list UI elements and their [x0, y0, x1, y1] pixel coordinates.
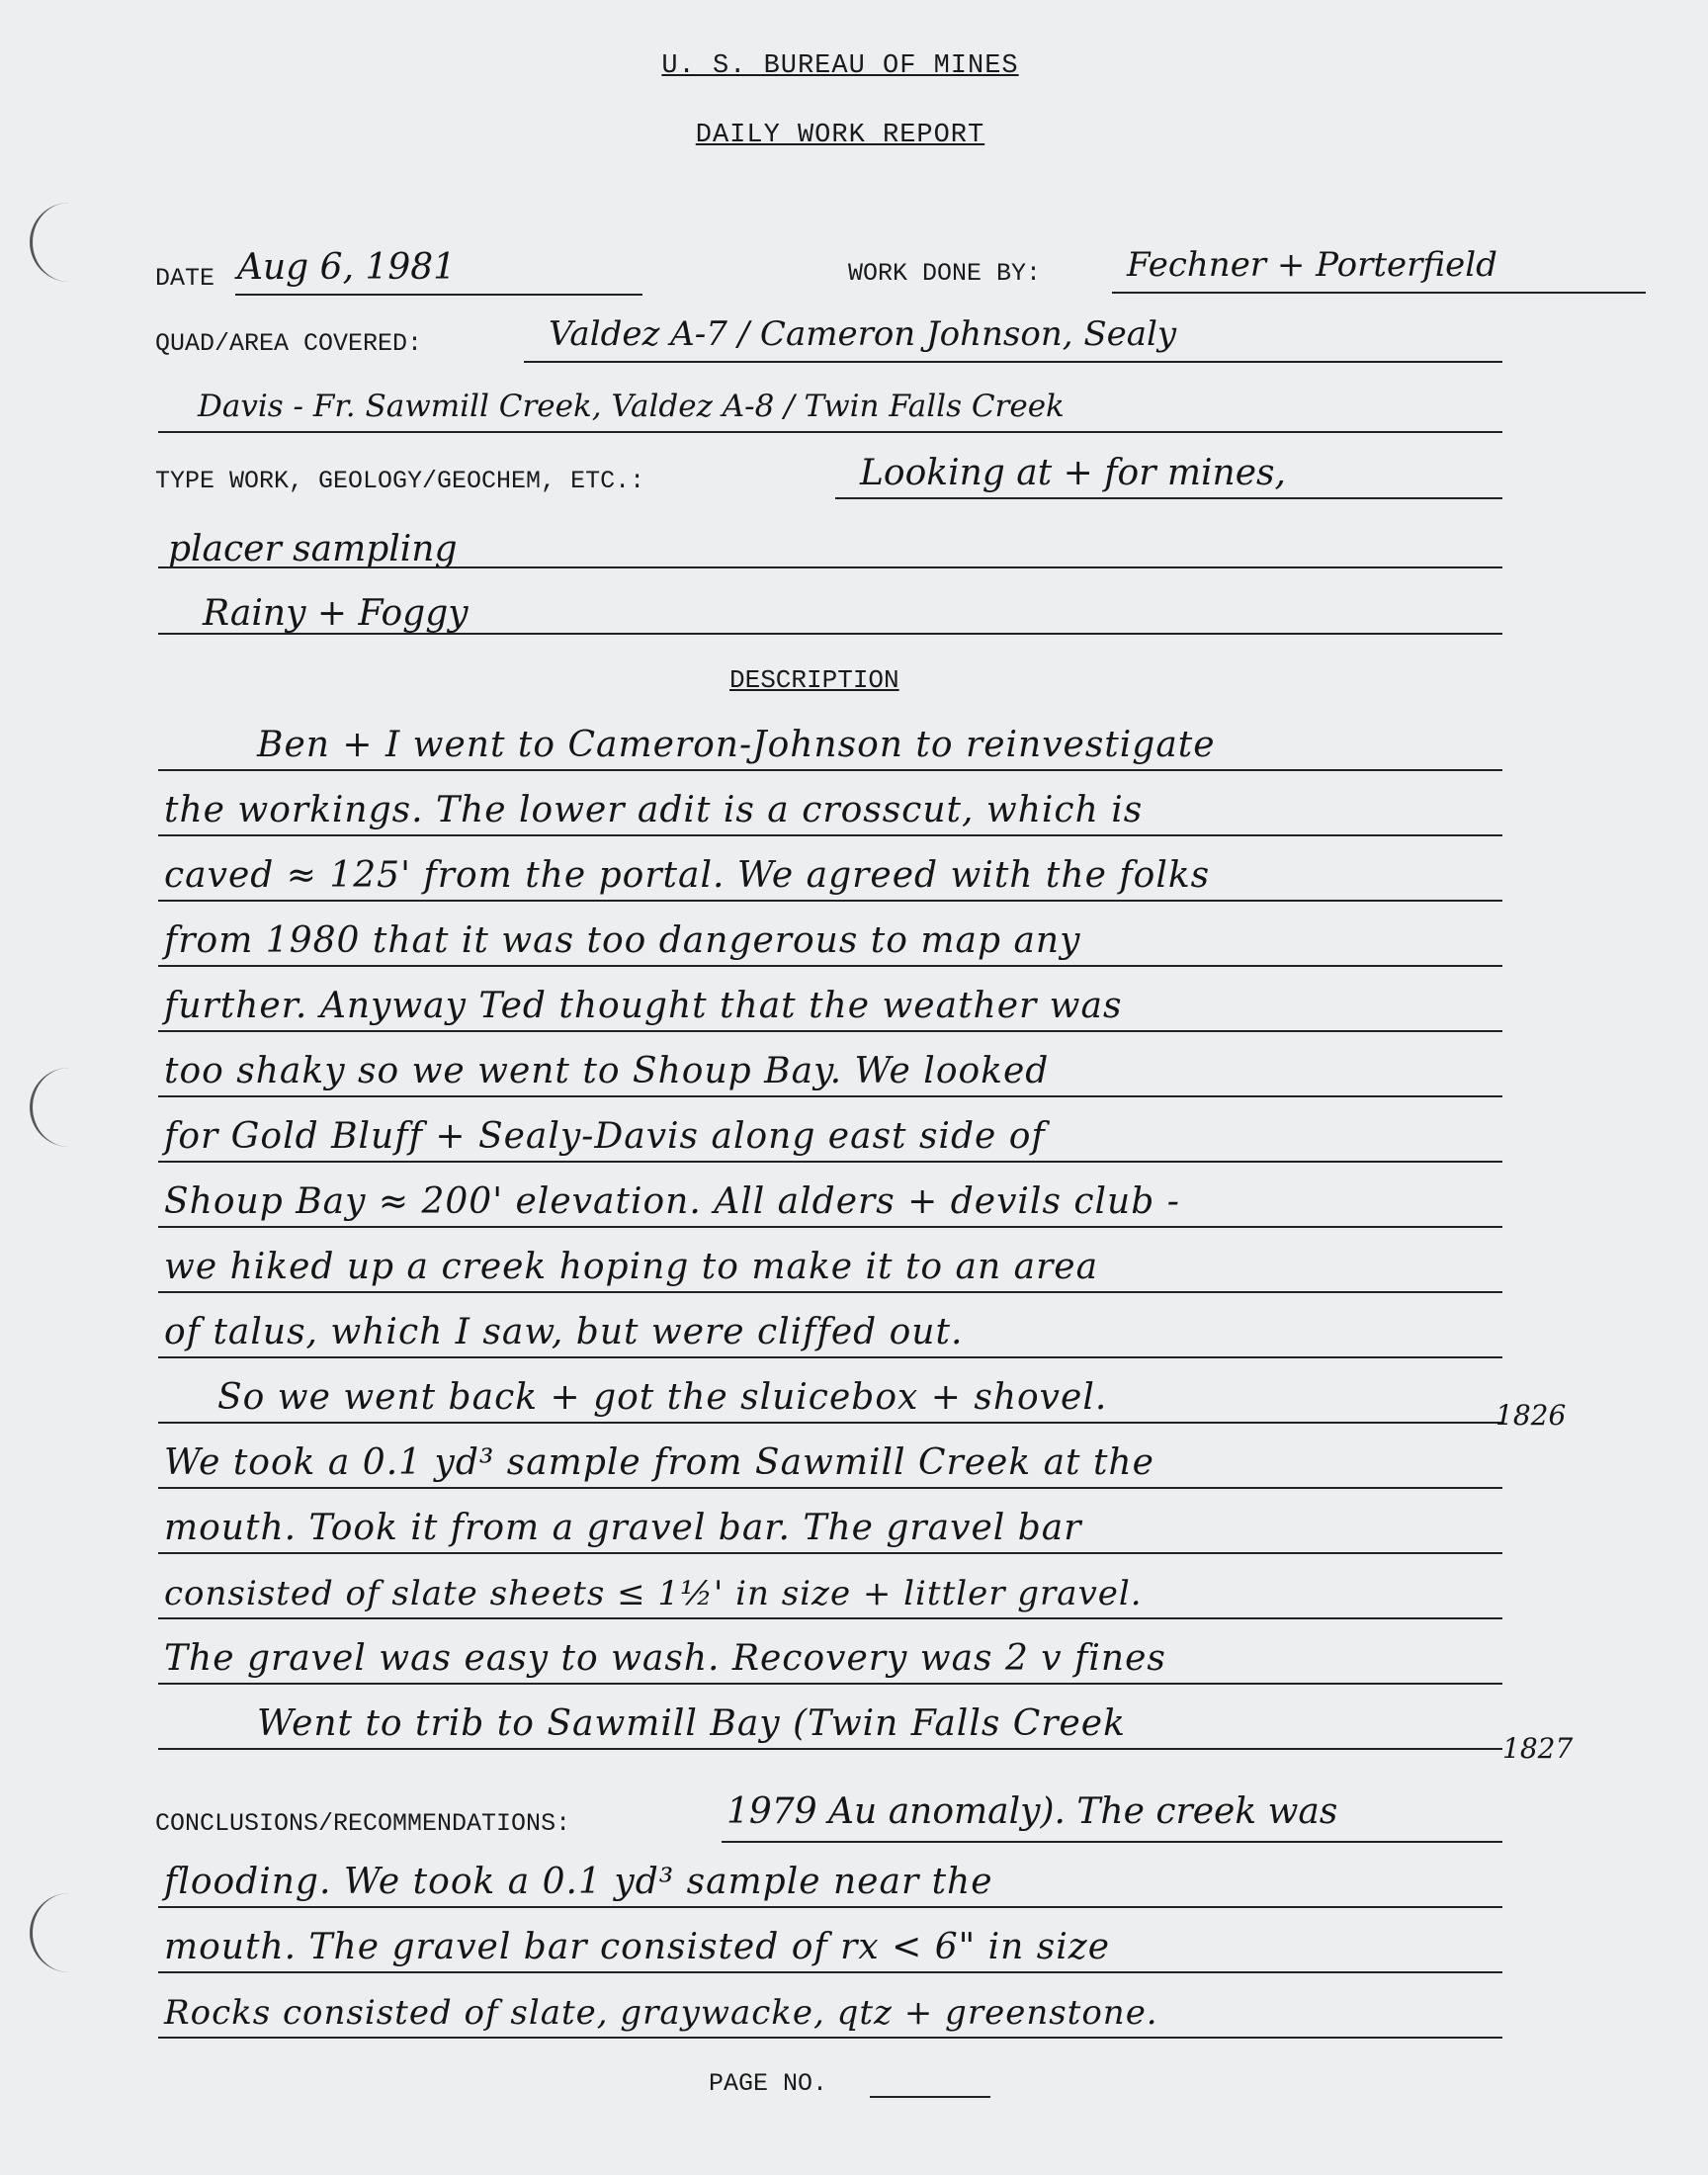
- description-line: [158, 769, 1502, 836]
- description-line: [158, 1030, 1502, 1097]
- punch-hole-bottom: [30, 1893, 72, 1972]
- description-line: [158, 1095, 1502, 1163]
- description-heading: DESCRIPTION: [729, 665, 899, 695]
- date-underline: [235, 294, 642, 296]
- description-text: consisted of slate sheets ≤ 1½' in size + littler gravel.: [164, 1574, 1143, 1613]
- conclusions-text: flooding. We took a 0.1 yd³ sample near the: [164, 1862, 993, 1902]
- description-line: [158, 1161, 1502, 1228]
- agency-title: U. S. BUREAU OF MINES: [661, 51, 1019, 81]
- punch-hole-middle: [30, 1068, 72, 1147]
- description-text: the workings. The lower adit is a crosscut, which is: [164, 790, 1144, 830]
- weather-value: Rainy + Foggy: [203, 593, 469, 634]
- form-title: DAILY WORK REPORT: [695, 121, 985, 150]
- work-done-by-underline: [1112, 292, 1646, 294]
- description-text: from 1980 that it was too dangerous to map any: [164, 920, 1081, 961]
- description-text: further. Anyway Ted thought that the weather was: [164, 986, 1123, 1026]
- sample-number-1826: 1826: [1495, 1399, 1567, 1432]
- punch-hole-top: [30, 203, 72, 282]
- description-text: for Gold Bluff + Sealy-Davis along east side of: [164, 1116, 1046, 1157]
- conclusions-text: mouth. The gravel bar consisted of rx < 6" in size: [164, 1927, 1111, 1967]
- description-text: too shaky so we went to Shoup Bay. We looked: [164, 1051, 1050, 1091]
- type-work-value-2: placer sampling: [168, 529, 458, 569]
- type-work-label: TYPE WORK, GEOLOGY/GEOCHEM, ETC.:: [155, 467, 645, 495]
- description-text: of talus, which I saw, but were cliffed out.: [164, 1312, 964, 1352]
- description-text: The gravel was easy to wash. Recovery was 2 v fines: [164, 1638, 1166, 1679]
- description-line: [158, 900, 1502, 967]
- description-text: So we went back + got the sluicebox + shovel.: [217, 1377, 1108, 1418]
- description-line: [158, 1487, 1502, 1554]
- sample-number-1827: 1827: [1502, 1732, 1574, 1765]
- quad-area-underline-1: [524, 361, 1502, 363]
- conclusions-line: [158, 1841, 1502, 1908]
- conclusions-text: Rocks consisted of slate, graywacke, qtz + greenstone.: [164, 1993, 1158, 2033]
- description-text: we hiked up a creek hoping to make it to an area: [164, 1247, 1099, 1287]
- description-line: [158, 834, 1502, 902]
- description-text: We took a 0.1 yd³ sample from Sawmill Creek at the: [164, 1442, 1154, 1483]
- type-work-value-1: Looking at + for mines,: [860, 453, 1286, 493]
- page-number-label: PAGE NO.: [709, 2069, 828, 2098]
- page-number-underline: [870, 2096, 990, 2098]
- description-line: [158, 1617, 1502, 1685]
- quad-area-label: QUAD/AREA COVERED:: [155, 329, 423, 358]
- conclusions-line: [158, 1906, 1502, 1973]
- description-line: [158, 1226, 1502, 1293]
- description-line: [158, 1552, 1502, 1619]
- description-line: [158, 1422, 1502, 1489]
- description-text: caved ≈ 125' from the portal. We agreed with the folks: [164, 855, 1211, 896]
- conclusions-label: CONCLUSIONS/RECOMMENDATIONS:: [155, 1809, 571, 1838]
- date-value: Aug 6, 1981: [237, 247, 457, 288]
- description-line: [158, 1291, 1502, 1358]
- quad-area-value-1: Valdez A-7 / Cameron Johnson, Sealy: [549, 314, 1177, 354]
- type-work-underline-2: [158, 566, 1502, 568]
- work-done-by-label: WORK DONE BY:: [848, 259, 1042, 288]
- description-line: [158, 1683, 1502, 1750]
- description-line: [158, 1356, 1502, 1424]
- date-label: DATE: [155, 264, 215, 293]
- description-text: Shoup Bay ≈ 200' elevation. All alders + devils club -: [164, 1181, 1180, 1222]
- description-text: mouth. Took it from a gravel bar. The gravel bar: [164, 1508, 1082, 1548]
- conclusions-value-1: 1979 Au anomaly). The creek was: [726, 1791, 1338, 1832]
- description-line: [158, 965, 1502, 1032]
- type-work-underline-3: [158, 633, 1502, 635]
- quad-area-value-2: Davis - Fr. Sawmill Creek, Valdez A-8 / Twin Falls Creek: [198, 389, 1065, 424]
- work-done-by-value: Fechner + Porterfield: [1127, 245, 1497, 285]
- description-text: Went to trib to Sawmill Bay (Twin Falls Creek: [257, 1703, 1126, 1744]
- conclusions-line: [158, 1971, 1502, 2039]
- quad-area-underline-2: [158, 431, 1502, 433]
- description-text: Ben + I went to Cameron-Johnson to reinvestigate: [257, 725, 1216, 765]
- description-line: [158, 704, 1502, 771]
- type-work-underline-1: [835, 497, 1502, 499]
